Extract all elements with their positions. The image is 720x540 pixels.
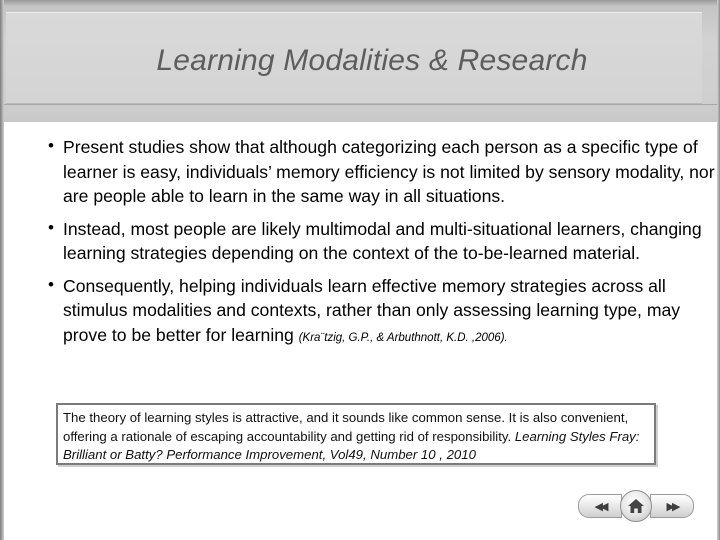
- bullet-dot-icon: •: [48, 217, 54, 237]
- header-divider: [0, 104, 720, 105]
- quote-source: Learning Styles Fray: Brilliant or Batty? Performance Improvement, Vol49, Number 10 , 2010: [63, 428, 640, 462]
- rewind-icon: ◀◀: [594, 499, 606, 513]
- bullet-dot-icon: •: [48, 136, 54, 155]
- home-icon: [627, 498, 645, 514]
- bullet-citation: (Kra¨tzig, G.P., & Arbuthnott, K.D. ,2006).: [298, 331, 508, 344]
- left-edge-shadow: [0, 0, 4, 540]
- fast-forward-icon: ▶▶: [666, 499, 678, 513]
- bullet-text: Consequently, helping individuals learn effective memory strategies across all stimulus modalities and contexts, rather than only assessing learning type, may prove to be better for learning: [63, 275, 681, 345]
- bullet-item: [45, 217, 715, 266]
- next-slide-button[interactable]: [650, 494, 694, 518]
- home-button[interactable]: [620, 490, 652, 522]
- bullet-text: Present studies show that although categorizing each person as a specific type of learner is easy, individuals’ memory efficiency is not limited by sensory modality, nor are people able to learn in the same way in all situations.: [63, 137, 715, 206]
- quote-box: [56, 403, 656, 465]
- bullet-list: [45, 135, 715, 358]
- slide-navigation: [578, 494, 692, 518]
- bullet-item: [45, 274, 715, 351]
- bullet-item: [45, 135, 715, 209]
- previous-slide-button[interactable]: [578, 494, 622, 518]
- bullet-dot-icon: •: [48, 274, 54, 294]
- slide-title: Learning Modalities & Research: [156, 44, 588, 77]
- bullet-text: Instead, most people are likely multimodal and multi-situational learners, changing learning strategies depending on the context of the to-be-learned material.: [63, 218, 702, 263]
- quote-text: The theory of learning styles is attractive, and it sounds like common sense. It is also convenient, offering a rationale of escaping accountability and getting rid of responsibility.: [63, 410, 629, 444]
